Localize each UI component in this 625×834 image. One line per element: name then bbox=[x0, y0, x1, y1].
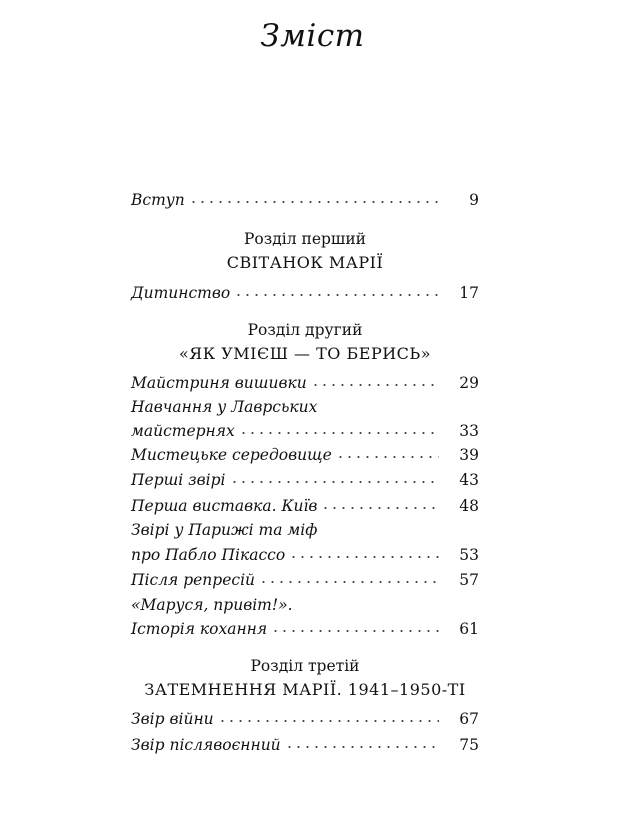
toc-entry-title: майстернях bbox=[131, 422, 235, 440]
page-title: Зміст bbox=[260, 18, 365, 54]
toc-entry[interactable] bbox=[131, 615, 479, 639]
toc-entry-page: 53 bbox=[459, 546, 479, 564]
dot-leader bbox=[271, 628, 439, 634]
toc-entry-page: 17 bbox=[459, 284, 479, 302]
toc-entry-title: Майстриня вишивки bbox=[131, 374, 307, 392]
toc-entry[interactable] bbox=[131, 279, 479, 303]
toc-entry-title: про Пабло Пікассо bbox=[131, 546, 286, 564]
chapter-3-label: Розділ третій bbox=[250, 657, 360, 675]
toc-entry-page: 57 bbox=[459, 571, 479, 589]
toc-entry[interactable] bbox=[131, 369, 479, 393]
chapter-2-label: Розділ другий bbox=[247, 321, 363, 339]
toc-entry-page: 9 bbox=[469, 191, 479, 209]
toc-entry-title: Перша виставка. Київ bbox=[131, 497, 318, 515]
toc-entry[interactable] bbox=[131, 731, 479, 755]
toc-entry-title-line1[interactable]: Звірі у Парижі та міф bbox=[131, 521, 318, 539]
toc-entry[interactable] bbox=[131, 417, 479, 441]
dot-leader bbox=[289, 554, 439, 560]
toc-entry-title: Перші звірі bbox=[131, 471, 226, 489]
toc-entry-title: Звір війни bbox=[131, 710, 214, 728]
dot-leader bbox=[285, 744, 439, 750]
toc-entry[interactable] bbox=[131, 466, 479, 490]
dot-leader bbox=[336, 454, 439, 460]
toc-entry-title: Дитинство bbox=[131, 284, 231, 302]
dot-leader bbox=[239, 430, 439, 436]
dot-leader bbox=[230, 479, 440, 485]
toc-entry-page: 29 bbox=[459, 374, 479, 392]
toc-entry-title-line1[interactable]: «Маруся, привіт!». bbox=[131, 596, 293, 614]
toc-entry-title-line1[interactable]: Навчання у Лаврських bbox=[131, 398, 318, 416]
toc-entry-title: Історія кохання bbox=[131, 620, 268, 638]
toc-entry-page: 39 bbox=[459, 446, 479, 464]
dot-leader bbox=[218, 718, 439, 724]
toc-entry-page: 43 bbox=[459, 471, 479, 489]
toc-entry-title: Вступ bbox=[131, 191, 185, 209]
toc-entry[interactable] bbox=[131, 541, 479, 565]
toc-entry-intro[interactable] bbox=[131, 186, 479, 210]
toc-entry[interactable] bbox=[131, 566, 479, 590]
dot-leader bbox=[311, 382, 439, 388]
dot-leader bbox=[321, 505, 439, 511]
toc-entry-page: 33 bbox=[459, 422, 479, 440]
toc-entry-title: Після репресій bbox=[131, 571, 256, 589]
chapter-3-name: ЗАТЕМНЕННЯ МАРІЇ. 1941–1950-ТІ bbox=[144, 680, 466, 699]
chapter-1-name: СВІТАНОК МАРІЇ bbox=[226, 253, 384, 272]
chapter-1-label: Розділ перший bbox=[244, 230, 366, 248]
dot-leader bbox=[234, 292, 439, 298]
toc-entry[interactable] bbox=[131, 492, 479, 516]
toc-entry-page: 48 bbox=[459, 497, 479, 515]
dot-leader bbox=[189, 199, 439, 205]
chapter-2-name: «ЯК УМІЄШ — ТО БЕРИСЬ» bbox=[179, 344, 431, 363]
toc-entry[interactable] bbox=[131, 441, 479, 465]
toc-entry-page: 67 bbox=[459, 710, 479, 728]
toc-entry-page: 61 bbox=[459, 620, 479, 638]
toc-entry-page: 75 bbox=[459, 736, 479, 754]
dot-leader bbox=[259, 579, 439, 585]
toc-entry-title: Звір післявоєнний bbox=[131, 736, 281, 754]
toc-entry[interactable] bbox=[131, 705, 479, 729]
toc-entry-title: Мистецьке середовище bbox=[131, 446, 332, 464]
